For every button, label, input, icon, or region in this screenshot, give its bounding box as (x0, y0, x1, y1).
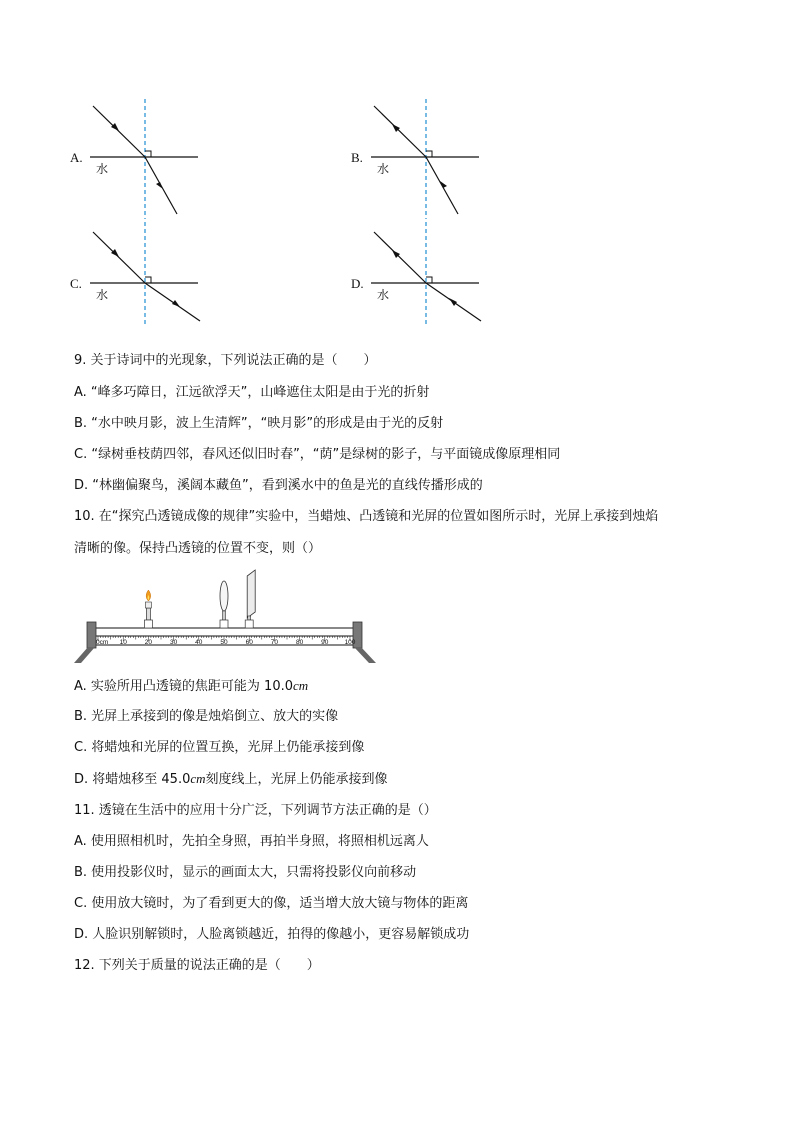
q10-choice-d-post: 刻度线上，光屏上仍能承接到像 (205, 772, 388, 787)
q10-choice-a-text: A. 实验所用凸透镜的焦距可能为 10.0 (74, 679, 294, 694)
q11-choice-b: B. 使用投影仪时，显示的画面太大，只需将投影仪向前移动 (74, 865, 417, 880)
ruler-tick-label: 40 (195, 639, 203, 646)
q11-stem: 11. 透镜在生活中的应用十分广泛，下列调节方法正确的是（） (74, 803, 437, 818)
ruler-unit-label: 0cm (96, 639, 109, 646)
ruler-tick-label: 30 (169, 639, 178, 646)
candle (144, 590, 152, 628)
q10-choice-c: C. 将蜡烛和光屏的位置互换，光屏上仍能承接到像 (74, 740, 365, 755)
q9-choice-c: C. “绿树垂枝荫四邻，春风还似旧时春”，“荫”是绿树的影子，与平面镜成像原理相同 (74, 447, 561, 462)
option-b-diagram (351, 96, 491, 221)
option-a-diagram (70, 96, 210, 221)
unit-cm: cm (293, 678, 309, 693)
ruler-tick-label: 100 (344, 639, 356, 646)
option-d-label: D. (351, 276, 364, 291)
option-b-label: B. (351, 150, 363, 165)
q10-choice-d-pre: D. 将蜡烛移至 45.0 (74, 772, 191, 787)
q11-choice-c: C. 使用放大镜时，为了看到更大的像，适当增大放大镜与物体的距离 (74, 896, 469, 911)
option-c-diagram (70, 222, 210, 327)
optical-bench-figure (70, 568, 382, 670)
ruler-tick-label: 90 (321, 639, 329, 646)
ruler-tick-label: 50 (220, 639, 228, 646)
option-c-label: C. (70, 276, 82, 291)
water-label: 水 (96, 162, 109, 176)
ruler-tick-label: 80 (295, 639, 304, 646)
ruler-tick-label: 10 (119, 639, 127, 646)
light-screen (245, 570, 255, 628)
ruler-tick-label: 60 (245, 639, 253, 646)
option-d-diagram (351, 222, 491, 327)
q12-stem: 12. 下列关于质量的说法正确的是（ ） (74, 958, 320, 973)
convex-lens (220, 581, 228, 628)
q10-stem-line2: 清晰的像。保持凸透镜的位置不变，则（） (74, 541, 322, 556)
q10-choice-b: B. 光屏上承接到的像是烛焰倒立、放大的实像 (74, 709, 339, 724)
option-a-label: A. (70, 150, 83, 165)
q9-choice-a: A. “峰多巧障日，江远欲浮天”，山峰遮住太阳是由于光的折射 (74, 385, 430, 400)
ruler-tick-label: 20 (144, 639, 153, 646)
ruler-tick-label: 70 (270, 639, 279, 646)
q9-choice-d: D. “林幽偏聚鸟，溪阔本藏鱼”，看到溪水中的鱼是光的直线传播形成的 (74, 478, 483, 493)
q11-choice-d: D. 人脸识别解锁时，人脸离锁越近，拍得的像越小，更容易解锁成功 (74, 927, 470, 942)
unit-cm: cm (190, 771, 206, 786)
water-label: 水 (377, 288, 390, 302)
q10-choice-d (74, 770, 388, 789)
water-label: 水 (377, 162, 390, 176)
q11-choice-a: A. 使用照相机时，先拍全身照，再拍半身照，将照相机远离人 (74, 834, 429, 849)
q9-choice-b: B. “水中映月影，波上生清辉”，“映月影”的形成是由于光的反射 (74, 416, 444, 431)
q10-stem-line1: 10. 在“探究凸透镜成像的规律”实验中，当蜡烛、凸透镜和光屏的位置如图所示时，光屏上承接到烛焰 (74, 509, 659, 524)
q10-choice-a (74, 677, 308, 696)
water-label: 水 (96, 288, 109, 302)
q9-stem: 9. 关于诗词中的光现象，下列说法正确的是（ ） (74, 353, 377, 368)
